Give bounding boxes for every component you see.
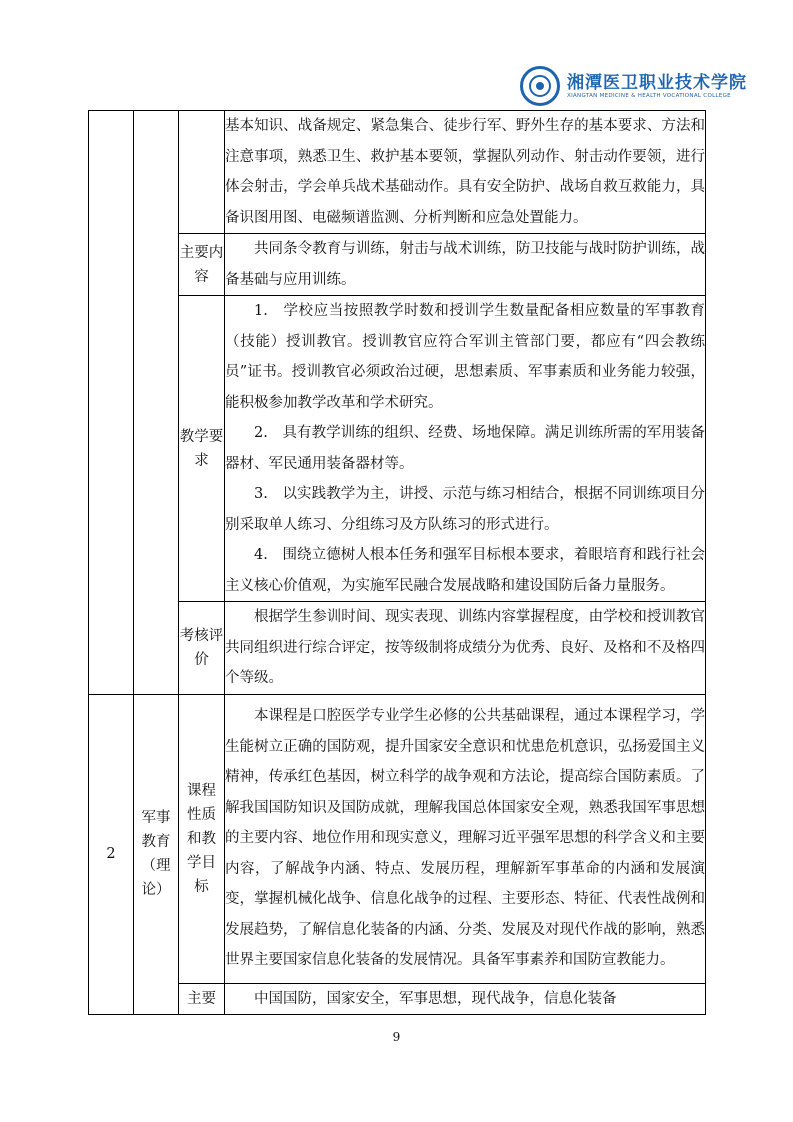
nature-label: 课程性质和教学目标 [179,694,225,983]
content-label-2: 主要 [179,983,225,1015]
content-text: 共同条令教育与训练，射击与战术训练，防卫技能与战时防护训练，战备基础与应用训练。 [225,241,705,288]
course-cell-empty [134,111,179,695]
goal-tail-text: 基本知识、战备规定、紧急集合、徒步行军、野外生存的基本要求、方法和注意事项，熟悉卫生、救护基本要领，掌握队列动作、射击动作要领，进行体会射击，学会单兵战术基础动作。具有安全防护、战场自救互救能力，具备识图用图、电磁频谱监测、分析判断和应急处置能力。 [225,118,705,226]
content-label: 主要内容 [179,234,225,296]
content-text-2: 中国国防，国家安全，军事思想，现代战争，信息化装备 [254,990,617,1007]
table-row [89,694,706,983]
table-row [89,296,706,602]
table-row [89,234,706,296]
course-name: 军事教育（理论） [134,694,179,1015]
evaluation-label: 考核评价 [179,602,225,695]
school-emblem-icon [520,66,560,106]
table-row [89,602,706,695]
nature-text: 本课程是口腔医学专业学生必修的公共基础课程，通过本课程学习，学生能树立正确的国防观，提升国家安全意识和忧患危机意识，弘扬爱国主义精神，传承红色基因，树立科学的战争观和方法论，提高综合国防素质。了解我国国防知识及国防成就，理解我国总体国家安全观，熟悉我国军事思想的主要内容、地位作用和现实意义，理解习近平强军思想的科学含义和主要内容，了解战争内涵、特点、发展历程，理解新军事革命的内涵和发展演变，掌握机械化战争、信息化战争的过程、主要形态、特征、代表性战例和发展趋势，了解信息化装备的内涵、分类、发展及对现代作战的影响，熟悉世界主要国家信息化装备的发展情况。具备军事素养和国防宣教能力。 [225,708,705,969]
requirement-item: 1. 学校应当按照教学时数和授训学生数量配备相应数量的军事教育（技能）授训教官。授训教官应符合军训主管部门要，都应有“四会教练员”证书。授训教官必须政治过硬，思想素质、军事素质和业务能力较强，能积极参加教学改革和学术研究。 [225,303,705,411]
course-number: 2 [89,694,134,1015]
page-number: 9 [392,1030,401,1044]
school-name-cn: 湘潭医卫职业技术学院 [567,73,747,93]
school-name-en: XIANGTAN MEDICINE & HEALTH VOCATIONAL COLLEGE [567,93,731,99]
table-row [89,983,706,1015]
requirement-label: 教学要求 [179,296,225,602]
evaluation-text: 根据学生参训时间、现实表现、训练内容掌握程度，由学校和授训教官共同组织进行综合评定，按等级制将成绩分为优秀、良好、及格和不及格四个等级。 [225,609,705,686]
page-header [520,66,747,108]
table-row [89,111,706,234]
curriculum-table [88,110,706,1015]
requirement-item: 4. 围绕立德树人根本任务和强军目标根本要求，着眼培育和践行社会主义核心价值观，为实施军民融合发展战略和建设国防后备力量服务。 [225,547,705,594]
requirement-item: 3. 以实践教学为主，讲授、示范与练习相结合，根据不同训练项目分别采取单人练习、分组练习及方队练习的形式进行。 [225,486,705,533]
requirement-item: 2. 具有教学训练的组织、经费、场地保障。满足训练所需的军用装备器材、军民通用装备器材等。 [225,425,705,472]
number-cell-empty [89,111,134,695]
label-cell-empty [179,111,225,234]
